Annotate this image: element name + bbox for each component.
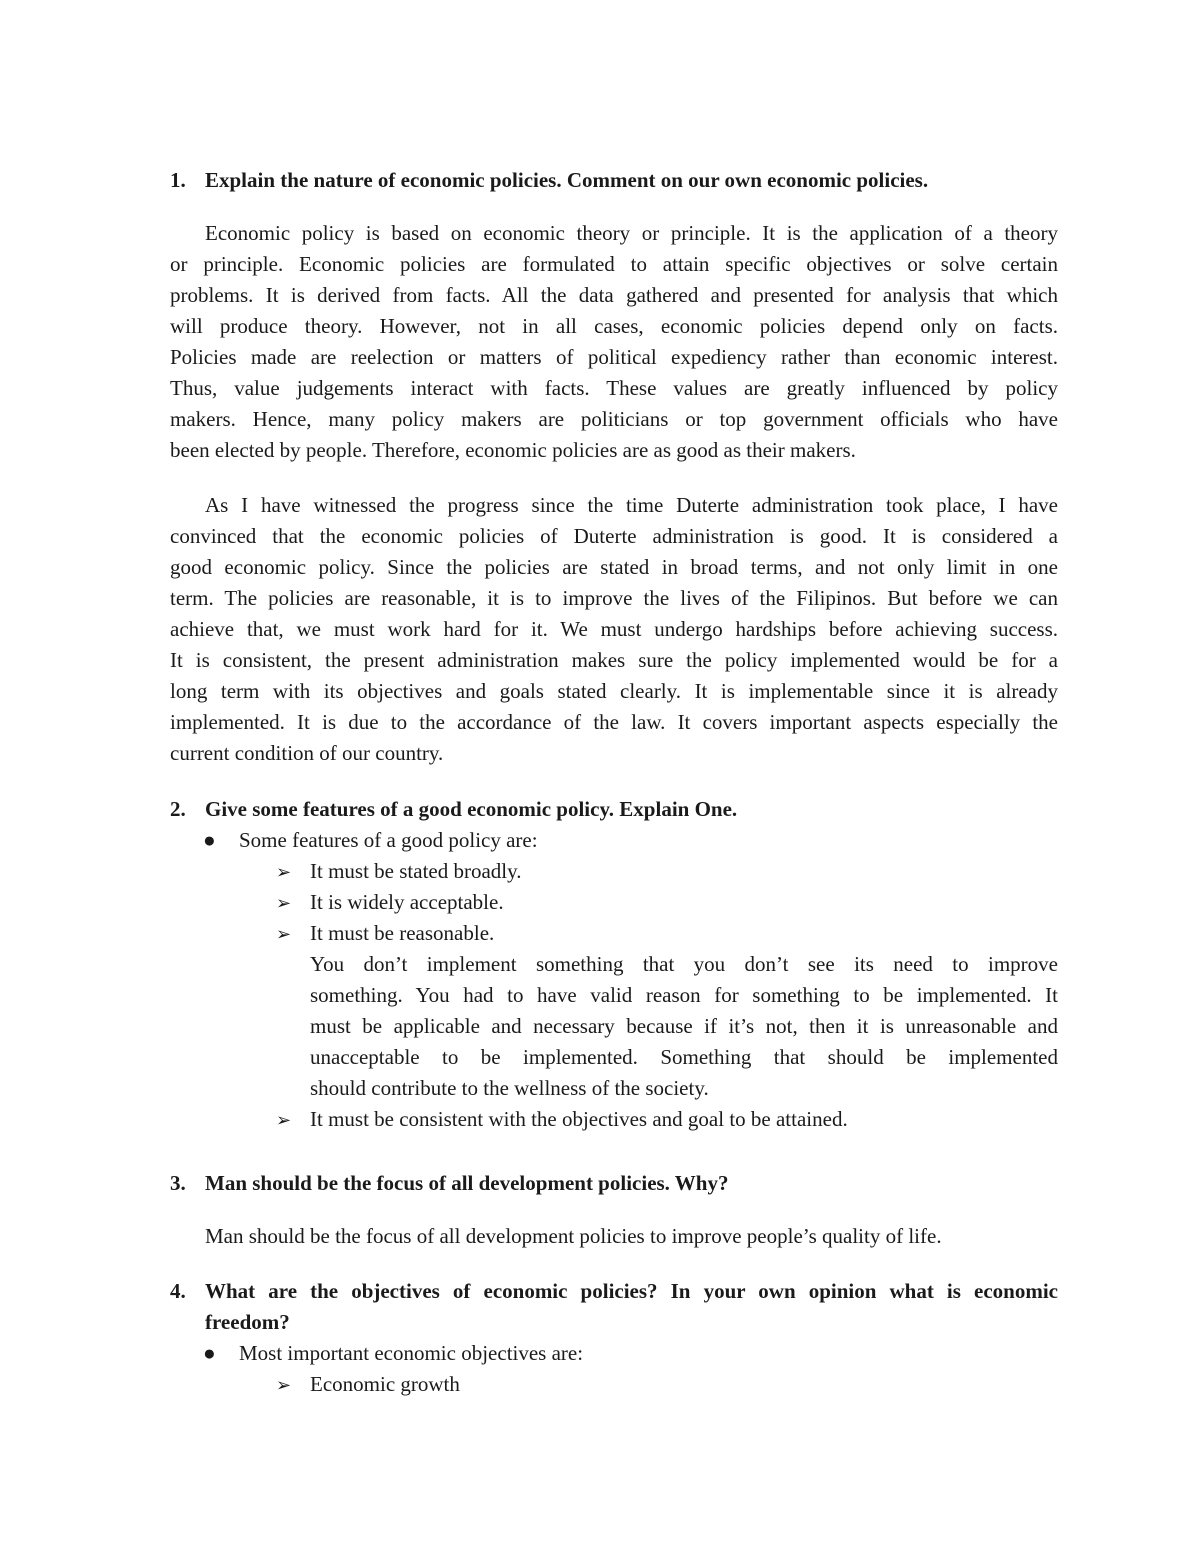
question-1-paragraph-1	[170, 218, 1058, 466]
paragraph-line: current condition of our country.	[170, 741, 444, 765]
question-3-heading	[170, 1168, 1058, 1199]
paragraph-line: unacceptable to be implemented. Something that should be implemented	[310, 1045, 1058, 1069]
question-3-answer: Man should be the focus of all development policies to improve people’s quality of life.	[205, 1224, 942, 1248]
bullet-icon: ●	[203, 828, 216, 852]
paragraph-line: good economic policy. Since the policies are stated in broad terms, and not only limit in one	[170, 555, 1058, 579]
question-number: 1.	[170, 168, 186, 192]
paragraph-line: convinced that the economic policies of Duterte administration is good. It is considered a	[170, 524, 1058, 548]
arrow-item	[170, 1104, 1058, 1135]
question-3	[170, 1168, 1058, 1252]
question-4	[170, 1276, 1058, 1400]
paragraph-line: You don’t implement something that you don’t see its need to improve	[310, 952, 1058, 976]
arrow-item-text: It must be consistent with the objectives and goal to be attained.	[310, 1107, 848, 1131]
bullet-icon: ●	[203, 1341, 216, 1365]
arrow-item	[170, 887, 1058, 918]
paragraph-line: or principle. Economic policies are formulated to attain specific objectives or solve certain	[170, 252, 1058, 276]
paragraph-line: must be applicable and necessary because if it’s not, then it is unreasonable and	[310, 1014, 1058, 1038]
question-1-paragraph-2	[170, 490, 1058, 769]
arrow-bullet-icon: ➢	[276, 893, 292, 913]
arrow-item-text: It must be stated broadly.	[310, 859, 522, 883]
paragraph-line: implemented. It is due to the accordance of the law. It covers important aspects especially the	[170, 710, 1058, 734]
arrow-item-text: Economic growth	[310, 1372, 460, 1396]
paragraph-line: achieve that, we must work hard for it. We must undergo hardships before achieving success.	[170, 617, 1058, 641]
heading-text: What are the objectives of economic policies? In your own opinion what is economic	[205, 1279, 1058, 1303]
paragraph-line: Policies made are reelection or matters of political expediency rather than economic interest.	[170, 345, 1058, 369]
arrow-item	[170, 856, 1058, 887]
arrow-bullet-icon: ➢	[276, 862, 292, 882]
paragraph-line: long term with its objectives and goals stated clearly. It is implementable since it is already	[170, 679, 1058, 703]
paragraph-line: problems. It is derived from facts. All the data gathered and presented for analysis that which	[170, 283, 1058, 307]
arrow-bullet-icon: ➢	[276, 1375, 292, 1395]
paragraph-line: It is consistent, the present administration makes sure the policy implemented would be for a	[170, 648, 1058, 672]
question-2	[170, 794, 1058, 1135]
paragraph-line: Thus, value judgements interact with facts. These values are greatly influenced by policy	[170, 376, 1058, 400]
paragraph-line: As I have witnessed the progress since the time Duterte administration took place, I have	[205, 493, 1058, 517]
bullet-text: Most important economic objectives are:	[239, 1341, 584, 1365]
question-1	[170, 165, 1058, 196]
heading-text: Explain the nature of economic policies. Comment on our own economic policies.	[205, 168, 929, 192]
arrow-item	[170, 918, 1058, 949]
question-number: 4.	[170, 1279, 186, 1303]
paragraph-line: makers. Hence, many policy makers are politicians or top government officials who have	[170, 407, 1058, 431]
heading-text: Give some features of a good economic policy. Explain One.	[205, 797, 738, 821]
question-4-heading-line	[170, 1276, 1058, 1307]
question-2-heading	[170, 794, 1058, 825]
bullet-item	[170, 1338, 1058, 1369]
arrow-bullet-icon: ➢	[276, 1110, 292, 1130]
question-4-heading-line: freedom?	[205, 1310, 290, 1334]
arrow-item-text: It must be reasonable.	[310, 921, 495, 945]
arrow-item	[170, 1369, 1058, 1400]
question-number: 3.	[170, 1171, 186, 1195]
question-number: 2.	[170, 797, 186, 821]
arrow-item-text: It is widely acceptable.	[310, 890, 504, 914]
bullet-text: Some features of a good policy are:	[239, 828, 538, 852]
paragraph-line: something. You had to have valid reason for something to be implemented. It	[310, 983, 1058, 1007]
arrow-bullet-icon: ➢	[276, 924, 292, 944]
question-1-heading	[170, 165, 1058, 196]
paragraph-line: Economic policy is based on economic theory or principle. It is the application of a theory	[205, 221, 1058, 245]
paragraph-line: been elected by people. Therefore, economic policies are as good as their makers.	[170, 438, 856, 462]
paragraph-line: term. The policies are reasonable, it is to improve the lives of the Filipinos. But before we can	[170, 586, 1058, 610]
bullet-item	[170, 825, 1058, 856]
paragraph-line: should contribute to the wellness of the society.	[310, 1076, 709, 1100]
heading-text: Man should be the focus of all development policies. Why?	[205, 1171, 729, 1195]
paragraph-line: will produce theory. However, not in all cases, economic policies depend only on facts.	[170, 314, 1058, 338]
